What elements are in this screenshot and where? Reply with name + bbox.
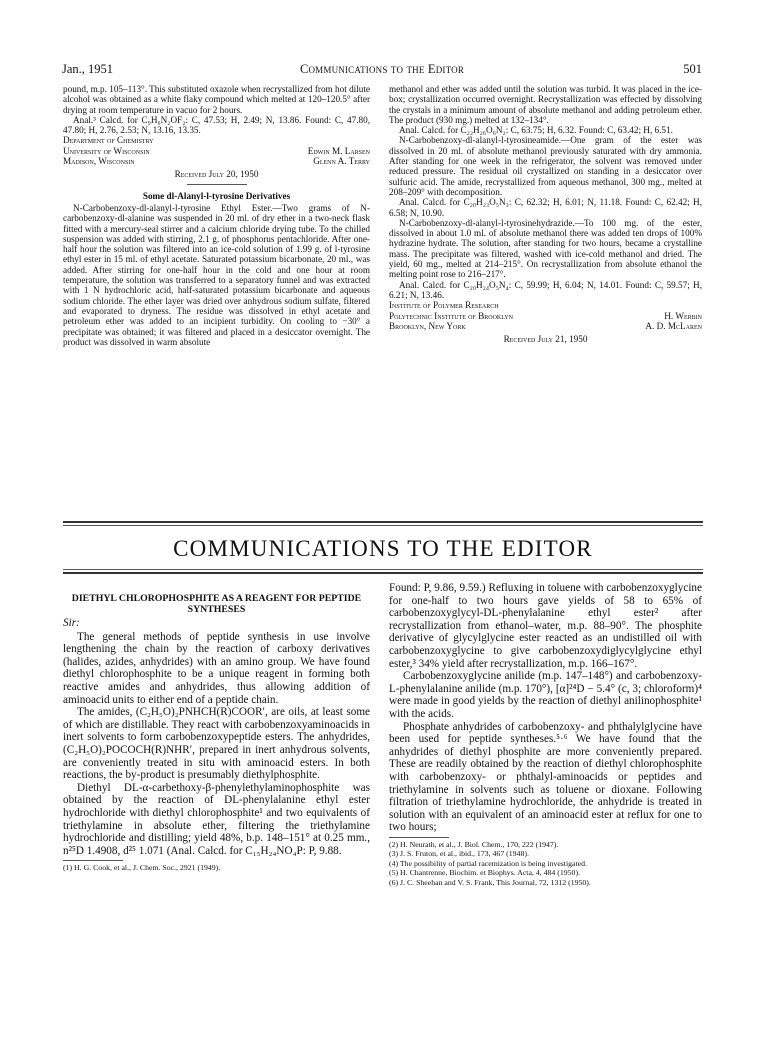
- analysis-paragraph: Anal. Calcd. for C₂₂H₂₆O₆N₂: C, 63.75; H, 6.32. Found: C, 63.42; H, 6.51.: [399, 125, 673, 136]
- affiliation-university: Polytechnic Institute of Brooklyn: [389, 310, 513, 321]
- author-name: Edwin M. Larsen: [307, 145, 370, 156]
- received-date: Received July 21, 1950: [503, 334, 588, 345]
- signature-row: [389, 311, 702, 321]
- lower-left-column: [63, 593, 370, 873]
- section-rule-bottom-thin: [63, 569, 703, 570]
- author-name: H. Werbin: [664, 310, 702, 321]
- author-name: A. D. McLaren: [645, 320, 702, 331]
- running-header: [62, 62, 702, 78]
- paragraph: The general methods of peptide synthesis in use involve lengthening the chain by the reaction of carboxy derivatives (halides, azides, anhydrides) with an amino group. We have found diethyl chlorophosphite to be a unique reagent in forming both reactive amides and anhydrides, thus allowing addition of aminoacid units to either end of a peptide chain.: [63, 630, 370, 706]
- paragraph: Carbobenzoxyglycine anilide (m.p. 147–148°) and carbobenzoxy-L-phenylalanine anilide (m.p. 170°), [α]²⁴D − 5.4° (c, 3; chloroform)⁴ were made in good yields by the reaction of diethyl anilinophosphite¹ with the acids.: [389, 670, 702, 720]
- footnote-rule: [389, 837, 449, 838]
- footnotes: [389, 840, 702, 887]
- analysis-paragraph: Anal.³ Calcd. for C₉H₆N₂OF₂: C, 47.53; H, 2.49; N, 13.86. Found: C, 47.80, 47.80; H, 2.76, 2.53; N, 13.16, 13.35.: [63, 114, 370, 136]
- lower-right-column: [389, 582, 702, 887]
- affiliation-city: Madison, Wisconsin: [63, 156, 135, 167]
- footnote: (1) H. G. Cook, et al., J. Chem. Soc., 2921 (1949).: [63, 863, 221, 873]
- affiliation-city: Brooklyn, New York: [389, 320, 466, 331]
- analysis-paragraph: Anal. Calcd. for C₂₀H₂₄O₅N₄: C, 59.99; H, 6.04; N, 14.01. Found: C, 59.57; H, 6.21; N, 13.46.: [389, 279, 702, 300]
- paragraph: The amides, (C₂H₅O)₂PNHCH(R)COOR′, are oils, at least some of which are distillable. They react with carbobenzoxyaminoacids in inert solvents to form carbobenzoxypeptide esters. The anhydrides, (C₂H₅O)₂POCOCH(R)NHR′, prepared in inert anhydrous solvents, are conveniently treated in situ with aminoacid esters. In both reactions, the by-product is presumably diethylphosphite.: [63, 706, 370, 782]
- author-name: Glenn A. Terry: [313, 156, 370, 167]
- section-heading: COMMUNICATIONS TO THE EDITOR: [173, 536, 593, 561]
- footnote: (5) H. Chantrenne, Biochim. et Biophys. Acta, 4, 484 (1950).: [389, 868, 580, 878]
- paragraph: methanol and ether was added until the solution was turbid. It was placed in the ice-box; crystallization occurred overnight. Recrystallization was effected by dissolving the crystals in a minimum amount of absolute methanol and adding petroleum ether. The product (930 mg.) melted at 132–134°.: [389, 84, 702, 125]
- page-number: 501: [683, 62, 702, 76]
- footnote: (6) J. C. Sheehan and V. S. Frank, This Journal, 72, 1312 (1950).: [389, 877, 591, 887]
- signature-row: [389, 321, 702, 331]
- upper-left-column: [63, 84, 370, 347]
- section-rule-bottom: [63, 572, 703, 574]
- paragraph: pound, m.p. 105–113°. This substituted oxazole when recrystallized from hot dilute alcohol was obtained as a white flaky compound which melted at 120–120.5° after drying at room temperature in vacuo for 2 hours.: [63, 84, 370, 115]
- paragraph: Phosphate anhydrides of carbobenzoxy- and phthalylglycine have been used for peptide syntheses.⁵·⁶ We have found that the anhydrides of diethyl phosphite are more conveniently prepared. These are readily obtained by the reaction of diethyl chlorophosphite with carbobenzoxy- or phthalyl-aminoacids or peptides and triethylamine in solvents such as toluene or dioxane. Following filtration of triethylamine hydrochloride, the anhydride is treated in solution with an equivalent of an aminoacid ester at reflux for one to two hours;: [389, 720, 702, 834]
- footnote-rule: [63, 860, 123, 861]
- salutation: Sir:: [63, 617, 80, 629]
- footnote: (2) H. Neurath, et al., J. Biol. Chem., 170, 222 (1947).: [389, 839, 559, 849]
- paragraph: Diethyl DL-α-carbethoxy-β-phenylethylaminophosphite was obtained by the reaction of DL-phenylalanine ethyl ester hydrochloride with diethyl chlorophosphite¹ and two equivalents of triethylamine in absolute ether, filtering the triethylamine hydrochloride and distilling; yield 48%, b.p. 148–151° at 0.25 mm., n²⁵D 1.4908, d²⁵ 1.071 (Anal. Calcd. for C₁₅H₂₄NO₄P: P, 9.88.: [63, 781, 370, 857]
- footnotes: [63, 863, 370, 872]
- section-rule-top-thin: [63, 525, 703, 526]
- paragraph: N-Carbobenzoxy-dl-alanyl-l-tyrosineamide.—One gram of the ester was dissolved in 20 ml. of absolute methanol previously saturated with dry ammonia. After standing for one week in the refrigerator, the solvent was removed under reduced pressure. The residual oil crystallized on standing in a desiccator over sulfuric acid. The amide, recrystallized from aqueous methanol, 300 mg., melted at 208–209° with decomposition.: [389, 135, 702, 197]
- section-rule-top: [63, 521, 703, 523]
- divider: [187, 184, 247, 185]
- footnote: (3) J. S. Fruton, et al., ibid., 173, 467 (1948).: [389, 849, 529, 859]
- section-title: Some dl-Alanyl-l-tyrosine Derivatives: [142, 190, 291, 201]
- upper-right-column: [389, 84, 702, 347]
- footnote: (4) The possibility of partial racemization is being investigated.: [389, 858, 587, 868]
- paragraph: N-Carbobenzoxy-dl-alanyl-l-tyrosinehydrazide.—To 100 mg. of the ester, dissolved in about 1.0 ml. of absolute methanol there was added ten drops of 100% hydrazine hydrate. The solution, after standing for two hours, became a crystalline mass. The precipitate was filtered, washed with ice-cold methanol and dried. The yield, 60 mg., melted at 214–215°. On recrystallization from absolute ethanol the melting point rose to 216–217°.: [389, 217, 702, 280]
- affiliation-university: University of Wisconsin: [63, 145, 150, 156]
- paragraph: Found: P, 9.86, 9.59.) Refluxing in toluene with carbobenzoxyglycine for one-half to two hours gave yields of 58 to 65% of carbobenzoxyglycyl-DL-phenylalanine ethyl ester² after recrystallization from ethanol–water, m.p. 88–90°. The phosphite derivative of glycylglycine ester reacted as an undistilled oil with carbobenzoxyglycine to give carbobenzoxydiglycylglycine ethyl ester,³ 34% yield after recrystallization, m.p. 166–167°.: [389, 582, 702, 670]
- signature-row: [63, 146, 370, 156]
- affiliation-department: Department of Chemistry: [63, 135, 154, 146]
- paragraph: N-Carbobenzoxy-dl-alanyl-l-tyrosine Ethyl Ester.—Two grams of N-carbobenzoxy-dl-alanine was suspended in 20 ml. of dry ether in a two-neck flask fitted with a mercury-seal stirrer and a calcium chloride drying tube. To the chilled suspension was added with stirring, 2.1 g. of phosphorus pentachloride. After one-half hour the solution was filtered into an ice-cold solution of 1.99 g. of l-tyrosine ethyl ester in 15 ml. of ethyl acetate. Saturated potassium bicarbonate, 20 ml., was added. After stirring for one-half hour in the cold and one hour at room temperature, the solution was transferred to a separatory funnel and was extracted with 1 N hydrochloric acid, half-saturated potassium bicarbonate and aqueous sodium chloride. The ether layer was dried over anhydrous sodium sulfate, filtered and evaporated to dryness. The residue was dissolved in ethyl acetate and petroleum ether was added to an incipient turbidity. On cooling to −30° a precipitate was obtained; it was filtered and placed in a desiccator overnight. The product was dissolved in warm absolute: [63, 202, 370, 347]
- journal-section-title: Communications to the Editor: [299, 62, 465, 76]
- issue-date: Jan., 1951: [62, 62, 114, 76]
- affiliation-institute: Institute of Polymer Research: [389, 300, 499, 311]
- analysis-paragraph: Anal. Calcd. for C₂₀H₂₃O₅N₃: C, 62.32; H, 6.01; N, 11.18. Found: C, 62.42; H, 6.58; N, 10.90.: [389, 197, 702, 218]
- article-title: DIETHYL CHLOROPHOSPHITE AS A REAGENT FOR PEPTIDE SYNTHESES: [71, 593, 362, 615]
- received-date: Received July 20, 1950: [174, 169, 259, 180]
- signature-row: [63, 156, 370, 166]
